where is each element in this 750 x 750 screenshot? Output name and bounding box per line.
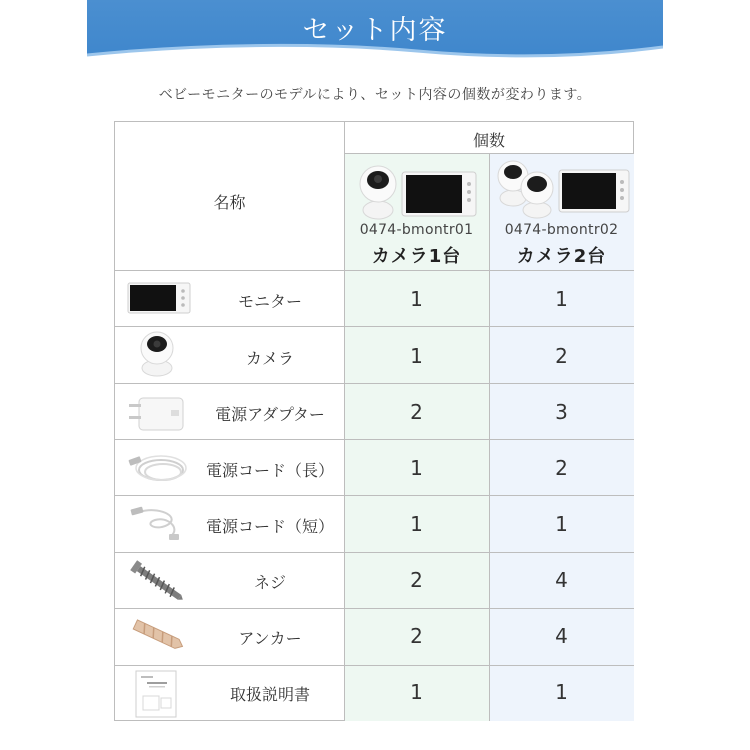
row-label-cable-short: 電源コード（短） xyxy=(205,517,334,536)
row-label-manual: 取扱説明書 xyxy=(229,685,310,704)
row-value-adapter-model2: 3 xyxy=(555,400,568,424)
page-title: セット内容 xyxy=(302,15,448,46)
manual-icon xyxy=(135,670,177,722)
page-subtitle: ベビーモニターのモデルにより、セット内容の個数が変わります。 xyxy=(158,87,592,103)
row-value-monitor-model2: 1 xyxy=(555,287,568,311)
camera-icon xyxy=(137,330,177,382)
row-value-anchor-model1: 2 xyxy=(410,624,423,648)
name-header: 名称 xyxy=(213,193,246,212)
row-value-camera-model2: 2 xyxy=(555,344,568,368)
row-label-monitor: モニター xyxy=(237,292,302,311)
model2-label: カメラ2台 xyxy=(516,246,607,267)
screw-icon xyxy=(127,556,189,610)
header-banner xyxy=(87,0,663,62)
row-value-cable-short-model2: 1 xyxy=(555,512,568,536)
row-value-adapter-model1: 2 xyxy=(410,400,423,424)
model1-label: カメラ1台 xyxy=(371,246,462,267)
adapter-icon xyxy=(127,390,189,438)
row-value-screw-model2: 4 xyxy=(555,568,568,592)
model2-code: 0474-bmontr02 xyxy=(504,222,619,238)
model2-product-image xyxy=(495,158,630,226)
row-value-cable-long-model2: 2 xyxy=(555,456,568,480)
row-label-screw: ネジ xyxy=(253,573,286,592)
row-label-cable-long: 電源コード（長） xyxy=(205,461,334,480)
row-label-camera: カメラ xyxy=(245,349,294,368)
monitor-icon xyxy=(127,282,191,318)
model1-product-image xyxy=(358,160,478,226)
row-value-monitor-model1: 1 xyxy=(410,287,423,311)
cable-short-icon xyxy=(129,502,189,550)
row-value-screw-model1: 2 xyxy=(410,568,423,592)
row-value-manual-model2: 1 xyxy=(555,680,568,704)
anchor-icon xyxy=(127,612,189,662)
contents-table xyxy=(114,121,634,721)
row-value-manual-model1: 1 xyxy=(410,680,423,704)
count-header: 個数 xyxy=(472,131,505,150)
row-value-cable-short-model1: 1 xyxy=(410,512,423,536)
row-value-cable-long-model1: 1 xyxy=(410,456,423,480)
cable-long-icon xyxy=(127,448,189,492)
row-value-anchor-model2: 4 xyxy=(555,624,568,648)
model1-code: 0474-bmontr01 xyxy=(359,222,474,238)
row-label-adapter: 電源アダプター xyxy=(215,405,325,424)
row-value-camera-model1: 1 xyxy=(410,344,423,368)
row-label-anchor: アンカー xyxy=(238,629,302,648)
